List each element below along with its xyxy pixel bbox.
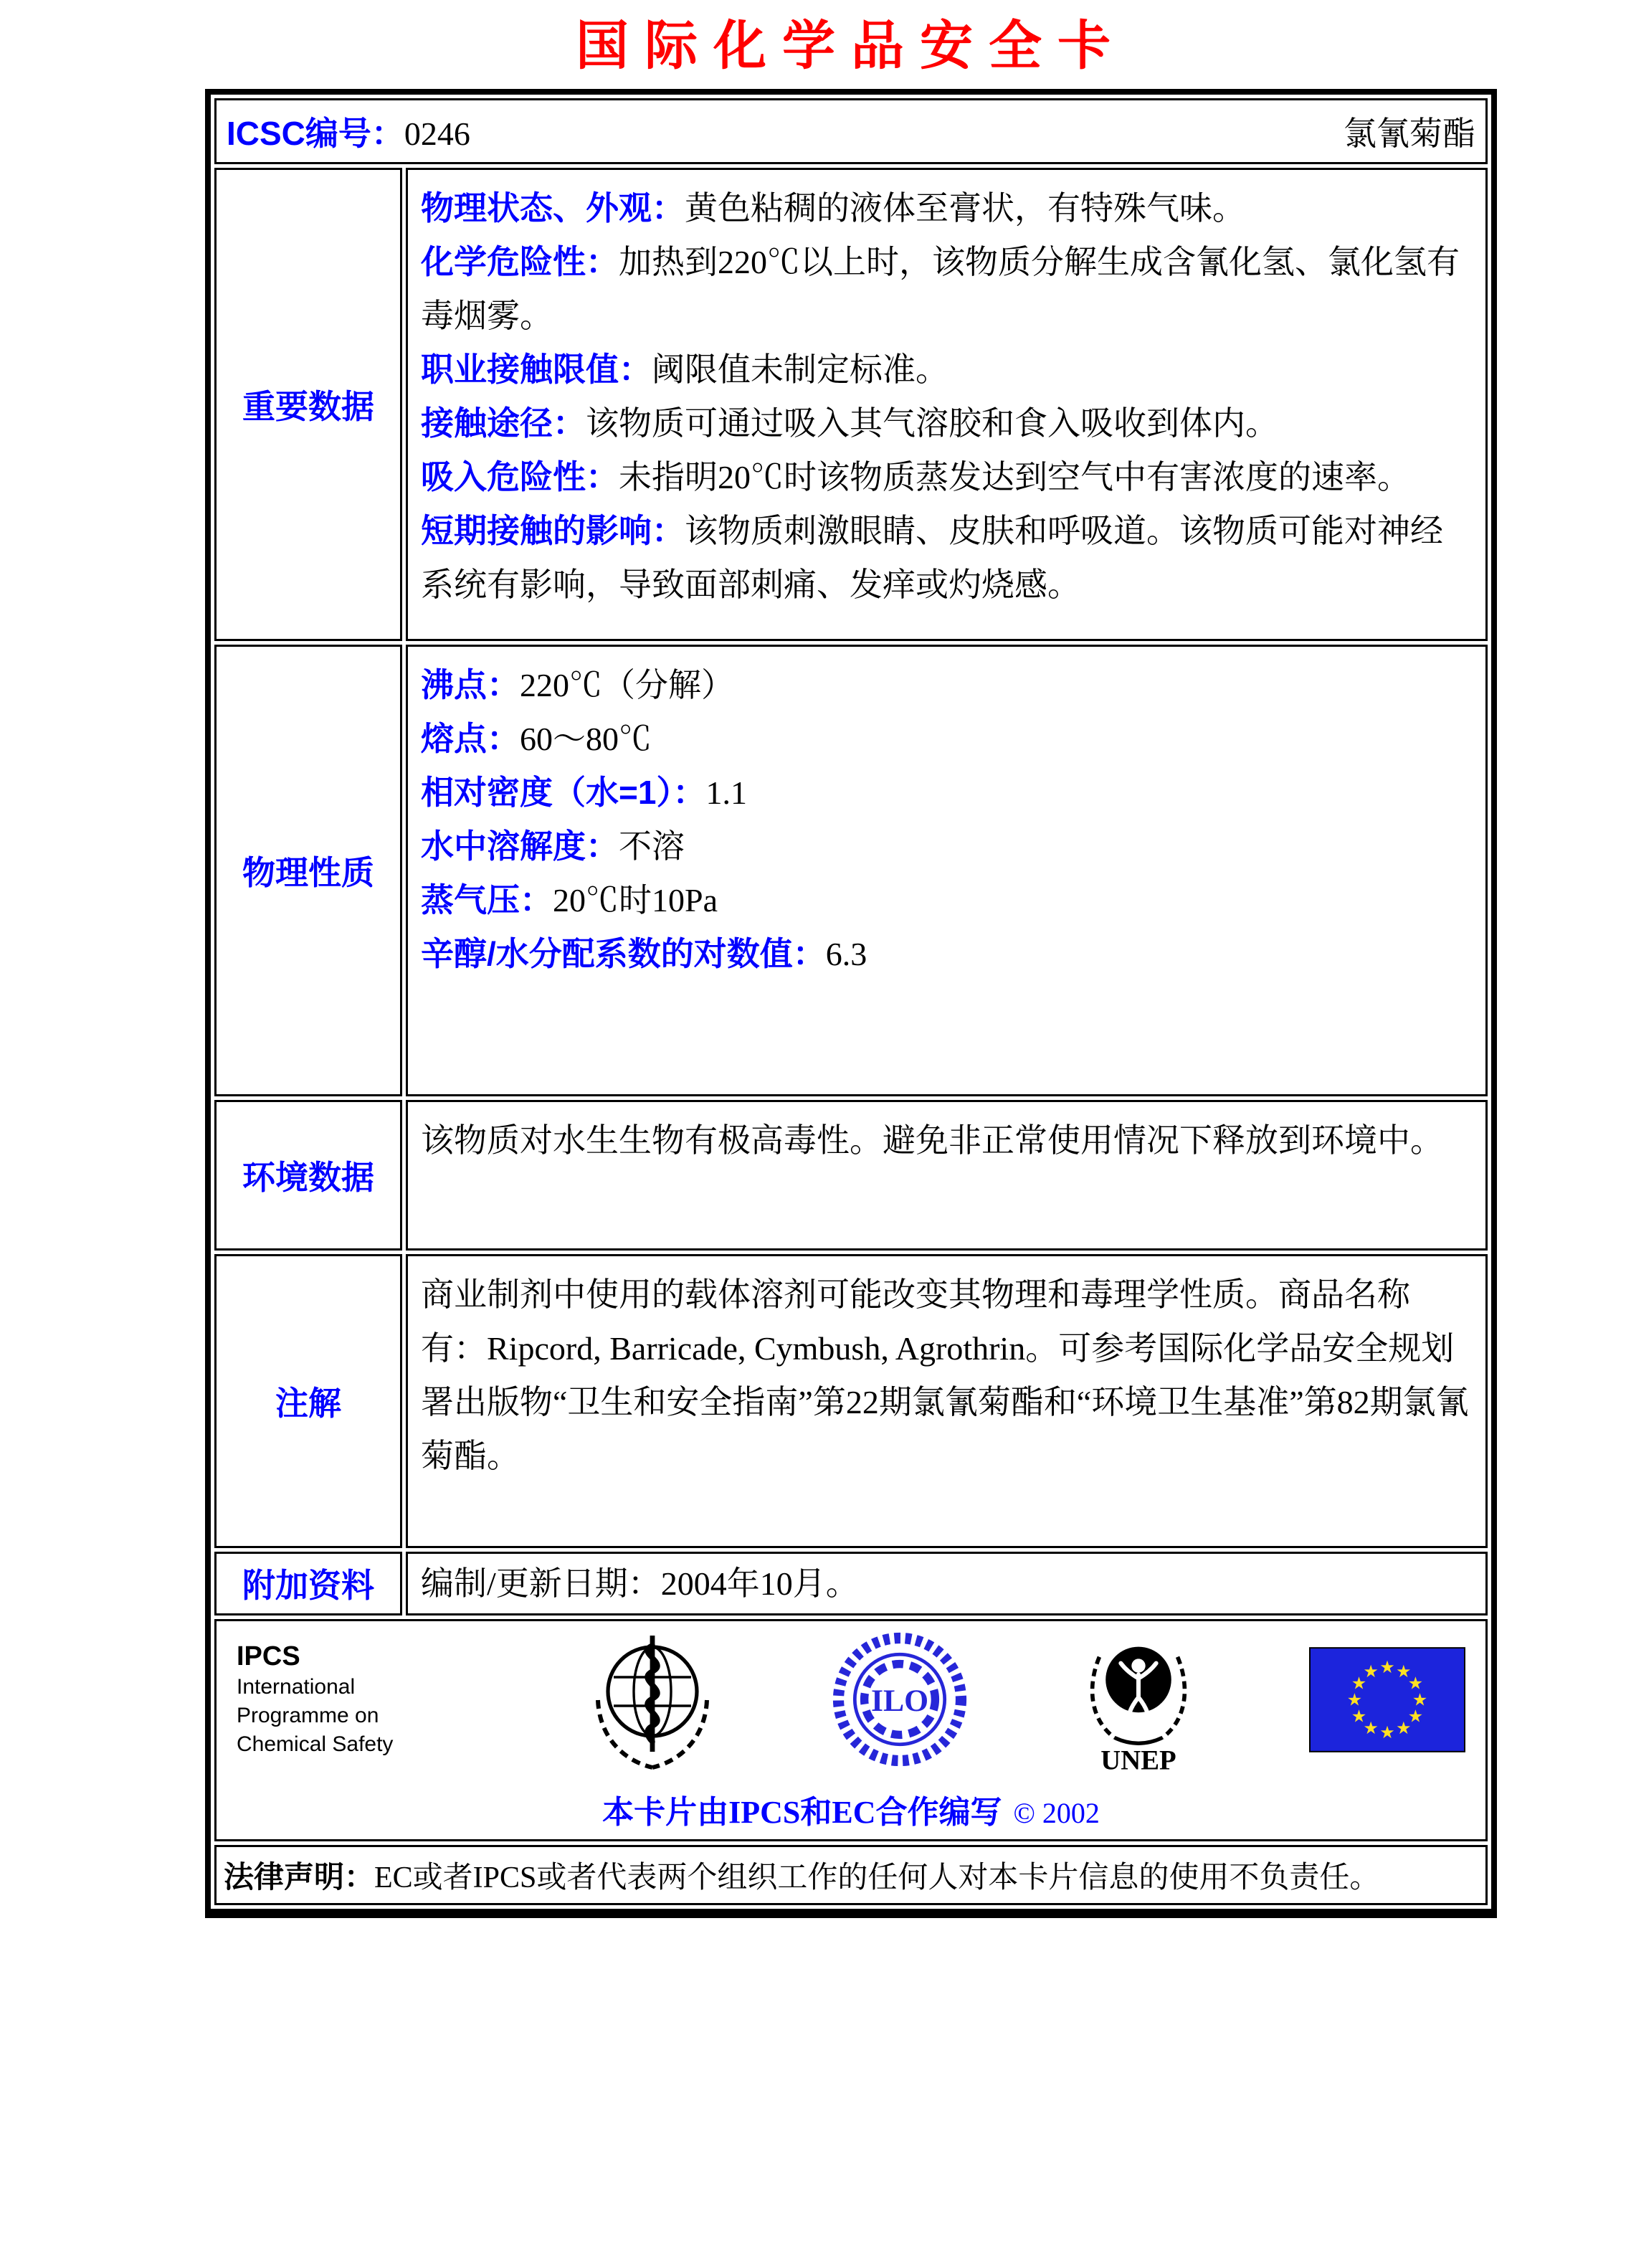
collaboration-text: 本卡片由IPCS和EC合作编写: [602, 1794, 1002, 1830]
section-label-notes: 注解: [214, 1254, 402, 1548]
field-label: 接触途径：: [421, 404, 586, 442]
field-value: 该物质可通过吸入其气溶胶和食入吸收到体内。: [586, 404, 1278, 442]
field-value: 未指明20℃时该物质蒸发达到空气中有害浓度的速率。: [619, 458, 1410, 495]
field-water-solubility: [421, 820, 1473, 873]
field-physical-state: [421, 181, 1473, 235]
section-label-important-data: 重要数据: [214, 168, 402, 641]
field-value: 1.1: [705, 774, 747, 811]
icsc-card-table: [205, 89, 1497, 1918]
field-octanol-water-partition: [421, 927, 1473, 981]
eu-flag-icon: [1309, 1647, 1465, 1752]
ipcs-block: [237, 1631, 473, 1759]
additional-info-row: [214, 1552, 1488, 1615]
field-value: 该物质刺激眼睛、皮肤和呼吸道。该物质可能对神经系统有影响，导致面部刺痛、发痒或灼烧感。: [421, 512, 1443, 603]
svg-text:★: ★: [1351, 1705, 1367, 1726]
field-chemical-danger: [421, 235, 1473, 343]
chemical-name: 氯氰菊酯: [1344, 115, 1475, 152]
unep-caption: UNEP: [1100, 1745, 1176, 1775]
field-melting-point: [421, 712, 1473, 766]
ilo-emblem-icon: [832, 1631, 968, 1768]
ipcs-subtitle-line: Chemical Safety: [237, 1732, 394, 1756]
field-inhalation-risk: [421, 450, 1473, 504]
ipcs-subtitle-line: International: [237, 1674, 356, 1699]
field-value: 220℃（分解）: [520, 666, 734, 703]
svg-text:★: ★: [1412, 1689, 1428, 1710]
field-value: 2004年10月。: [660, 1565, 859, 1602]
header-row: [214, 98, 1488, 164]
field-label: 沸点：: [421, 665, 520, 703]
legal-row: [214, 1845, 1488, 1905]
environmental-data-row: [214, 1100, 1488, 1251]
field-label: 职业接触限值：: [421, 350, 652, 388]
environmental-data-text: 该物质对水生生物有极高毒性。避免非正常使用情况下释放到环境中。: [421, 1121, 1443, 1159]
who-emblem-icon: [581, 1631, 724, 1772]
footer-row: [214, 1619, 1488, 1841]
field-value: 20℃时10Pa: [553, 881, 718, 919]
notes-row: [214, 1254, 1488, 1548]
collaboration-note: [231, 1786, 1471, 1832]
page-title: 国际化学品安全卡: [576, 15, 1126, 77]
ipcs-acronym: IPCS: [237, 1641, 300, 1671]
legal-label: 法律声明：: [224, 1859, 375, 1894]
field-label: 短期接触的影响：: [421, 511, 685, 549]
svg-text:★: ★: [1396, 1661, 1412, 1681]
field-label: 物理状态、外观：: [421, 189, 685, 227]
svg-text:★: ★: [1379, 1656, 1395, 1677]
svg-text:★: ★: [1363, 1717, 1379, 1738]
section-label-environmental-data: 环境数据: [214, 1100, 402, 1251]
safety-card-page: [205, 15, 1497, 1918]
icsc-number-value: 0246: [404, 115, 470, 152]
svg-text:★: ★: [1396, 1717, 1412, 1738]
field-label: 编制/更新日期：: [421, 1565, 661, 1602]
field-label: 熔点：: [421, 719, 520, 757]
field-boiling-point: [421, 658, 1473, 712]
ipcs-subtitle-line: Programme on: [237, 1703, 379, 1727]
field-value: 不溶: [619, 827, 685, 865]
field-label: 化学危险性：: [421, 242, 619, 280]
icsc-number-label: ICSC编号：: [227, 114, 404, 152]
eu-flag-box: [1309, 1647, 1465, 1756]
field-vapor-pressure: [421, 873, 1473, 927]
svg-text:★: ★: [1379, 1722, 1395, 1742]
legal-text: EC或者IPCS或者代表两个组织工作的任何人对本卡片信息的使用不负责任。: [374, 1861, 1380, 1894]
copyright-note: © 2002: [1013, 1796, 1100, 1829]
field-exposure-route: [421, 397, 1473, 450]
section-label-additional-info: 附加资料: [214, 1552, 402, 1615]
field-exposure-limit: [421, 343, 1473, 397]
svg-text:★: ★: [1407, 1673, 1424, 1694]
svg-text:★: ★: [1346, 1689, 1363, 1710]
notes-text: 商业制剂中使用的载体溶剂可能改变其物理和毒理学性质。商品名称有：Ripcord, Barricade, Cymbush, Agrothrin。可参考国际化学品安全规划署出版物“卫生和安全指南”第22期氯氰菊酯和“环境卫生基准”第82期氯氰菊酯。: [421, 1276, 1469, 1474]
field-short-term-effects: [421, 504, 1473, 612]
svg-text:★: ★: [1407, 1705, 1424, 1726]
field-value: 6.3: [825, 935, 867, 972]
field-relative-density: [421, 766, 1473, 820]
important-data-row: [214, 168, 1488, 641]
icsc-number: [227, 108, 470, 155]
field-value: 阈限值未制定标准。: [652, 351, 948, 388]
field-value: 黄色粘稠的液体至膏状，有特殊气味。: [685, 189, 1245, 227]
field-label: 吸入危险性：: [421, 457, 619, 495]
additional-info: [421, 1557, 1473, 1610]
physical-properties-row: [214, 645, 1488, 1096]
field-value: 加热到220℃以上时，该物质分解生成含氰化氢、氯化氢有毒烟雾。: [421, 243, 1460, 334]
svg-text:★: ★: [1351, 1673, 1367, 1694]
field-label: 水中溶解度：: [421, 827, 619, 865]
svg-text:★: ★: [1363, 1661, 1379, 1681]
field-value: 60～80℃: [520, 720, 652, 757]
field-label: 蒸气压：: [421, 881, 553, 919]
section-label-physical-properties: 物理性质: [214, 645, 402, 1096]
ilo-letters: ILO: [870, 1683, 929, 1718]
field-label: 辛醇/水分配系数的对数值：: [421, 934, 826, 972]
field-label: 相对密度（水=1）：: [421, 773, 706, 811]
unep-emblem-icon: [1075, 1631, 1202, 1775]
